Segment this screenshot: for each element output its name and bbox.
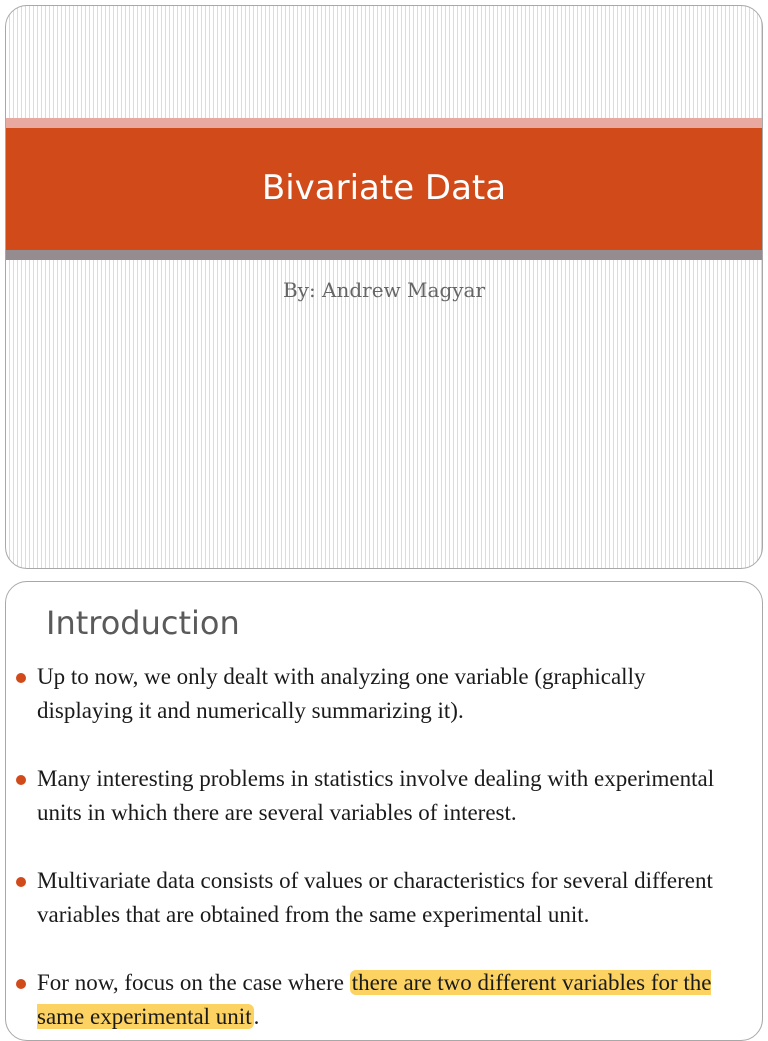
bullet-dot-icon xyxy=(16,775,26,785)
slide-heading: Introduction xyxy=(46,604,240,642)
bullet-text: Up to now, we only dealt with analyzing one variable (graphically displaying it and numerically summarizing it). xyxy=(37,664,646,723)
bullet-item xyxy=(6,864,746,932)
bullet-dot-icon xyxy=(16,877,26,887)
bullet-text: Many interesting problems in statistics involve dealing with experimental units in which there are several variables of interest. xyxy=(37,766,715,825)
bullet-list xyxy=(6,660,746,1041)
bullet-item xyxy=(6,660,746,728)
highlighted-text: there are two different variables for the same experimental unit xyxy=(37,970,712,1029)
bullet-dot-icon xyxy=(16,673,26,683)
bullet-text-end: . xyxy=(253,1004,260,1029)
bullet-text: Multivariate data consists of values or characteristics for several different variables that are obtained from the same experimental unit. xyxy=(37,868,713,927)
title-slide xyxy=(5,5,763,569)
introduction-slide xyxy=(5,581,763,1041)
title-band-bottom xyxy=(6,250,762,260)
slide-title: Bivariate Data xyxy=(261,168,507,208)
slide-subtitle: By: Andrew Magyar xyxy=(282,278,486,302)
title-band-top xyxy=(6,118,762,128)
bullet-dot-icon xyxy=(16,979,26,989)
bullet-text: For now, focus on the case where xyxy=(37,970,350,995)
bullet-item xyxy=(6,762,746,830)
